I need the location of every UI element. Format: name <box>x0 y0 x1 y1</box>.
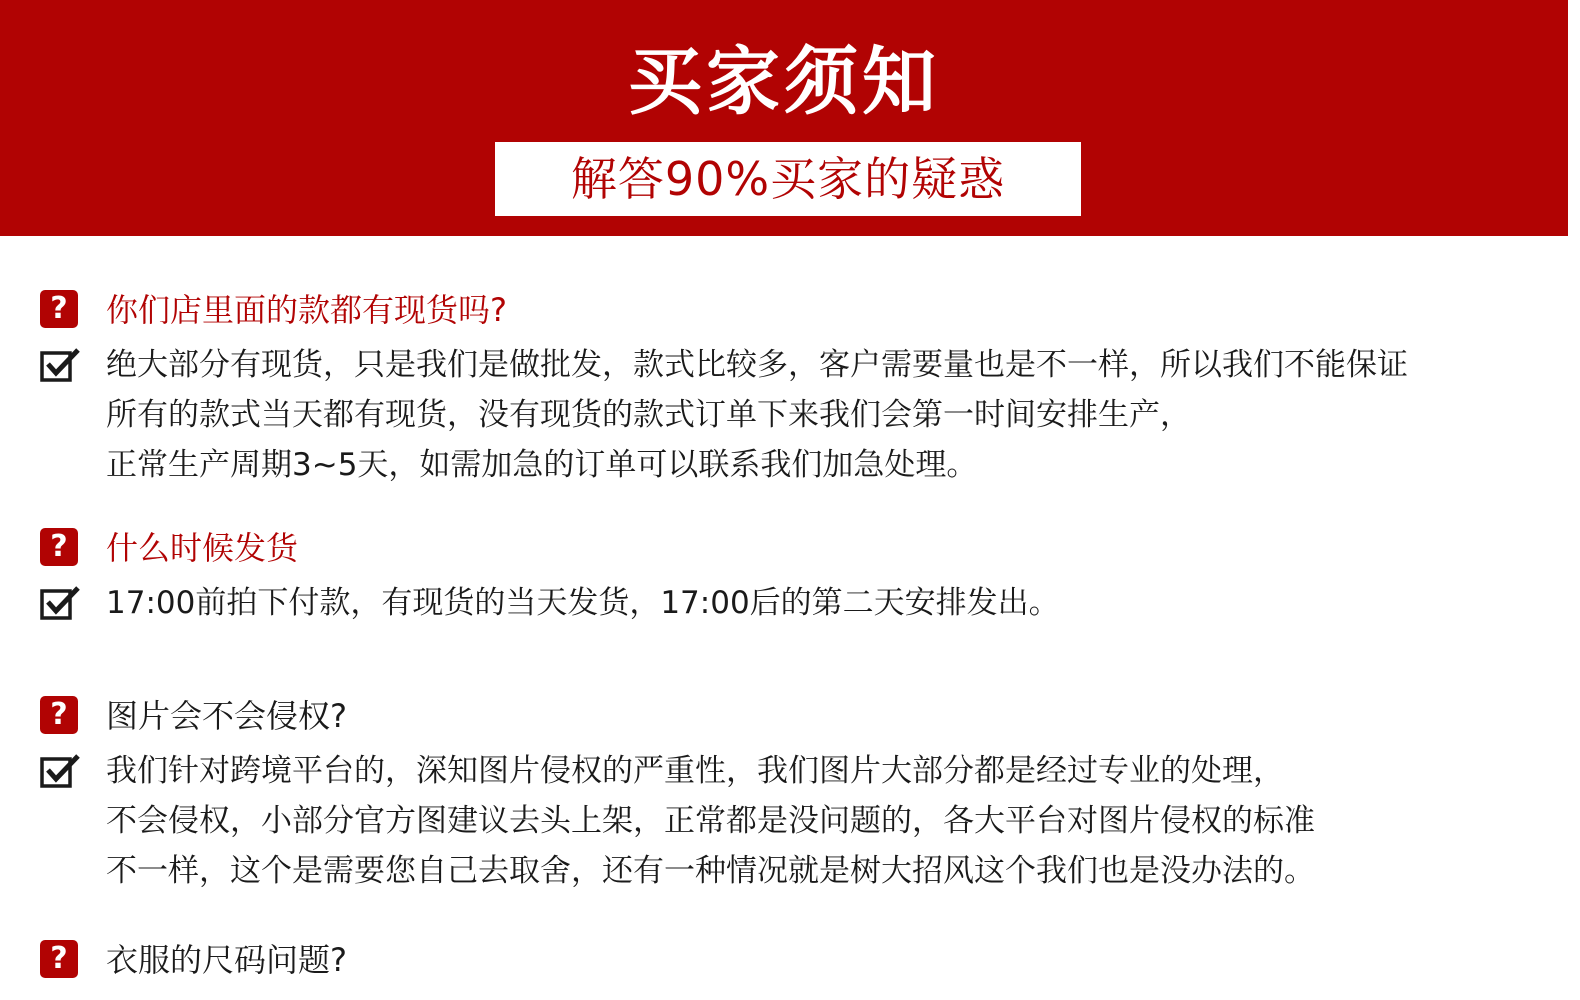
faq-question: 衣服的尺码问题? <box>106 941 347 979</box>
answer-line: 正常生产周期3~5天，如需加急的订单可以联系我们加急处理。 <box>106 447 978 483</box>
answer-line: 17:00前拍下付款，有现货的当天发货，17:00后的第二天安排发出。 <box>106 585 1060 621</box>
faq-answer-row <box>40 340 1560 490</box>
question-mark-icon: ? <box>40 940 78 978</box>
answer-line: 我们针对跨境平台的，深知图片侵权的严重性，我们图片大部分都是经过专业的处理， <box>106 753 1284 789</box>
page-title: 买家须知 <box>628 39 940 125</box>
faq-answer <box>40 340 1560 490</box>
checkbox-check-icon <box>40 582 80 622</box>
faq-item <box>40 526 1560 570</box>
faq-question-row <box>40 694 1560 738</box>
answer-line: 不一样，这个是需要您自己去取舍，还有一种情况就是树大招风这个我们也是没办法的。 <box>106 853 1315 889</box>
question-mark-icon: ? <box>40 696 78 734</box>
faq-answer <box>40 746 1560 896</box>
answer-line: 不会侵权，小部分官方图建议去头上架，正常都是没问题的，各大平台对图片侵权的标准 <box>106 803 1315 839</box>
faq-answer <box>40 578 1560 628</box>
question-mark-icon: ? <box>40 528 78 566</box>
checkbox-check-icon <box>40 344 80 384</box>
faq-answer-row <box>40 578 1560 628</box>
faq-answer-row <box>40 746 1560 896</box>
faq-answer-text <box>106 746 1315 896</box>
faq-question: 什么时候发货 <box>106 529 299 567</box>
checkbox-check-icon <box>40 750 80 790</box>
faq-question-row <box>40 288 1560 332</box>
answer-line: 绝大部分有现货，只是我们是做批发，款式比较多，客户需要量也是不一样，所以我们不能保证 <box>106 347 1408 383</box>
header-banner <box>0 0 1568 236</box>
faq-question: 图片会不会侵权? <box>106 697 347 735</box>
faq-answer-text <box>106 578 1060 628</box>
faq-question: 你们店里面的款都有现货吗? <box>106 291 507 329</box>
answer-line: 所有的款式当天都有现货，没有现货的款式订单下来我们会第一时间安排生产， <box>106 397 1191 433</box>
faq-question-row <box>40 938 1560 982</box>
faq-answer-text <box>106 340 1408 490</box>
page-subtitle: 解答90%买家的疑惑 <box>495 142 1081 216</box>
faq-item <box>40 288 1560 332</box>
faq-item <box>40 694 1560 738</box>
faq-question-row <box>40 526 1560 570</box>
faq-item <box>40 938 1560 982</box>
question-mark-icon: ? <box>40 290 78 328</box>
